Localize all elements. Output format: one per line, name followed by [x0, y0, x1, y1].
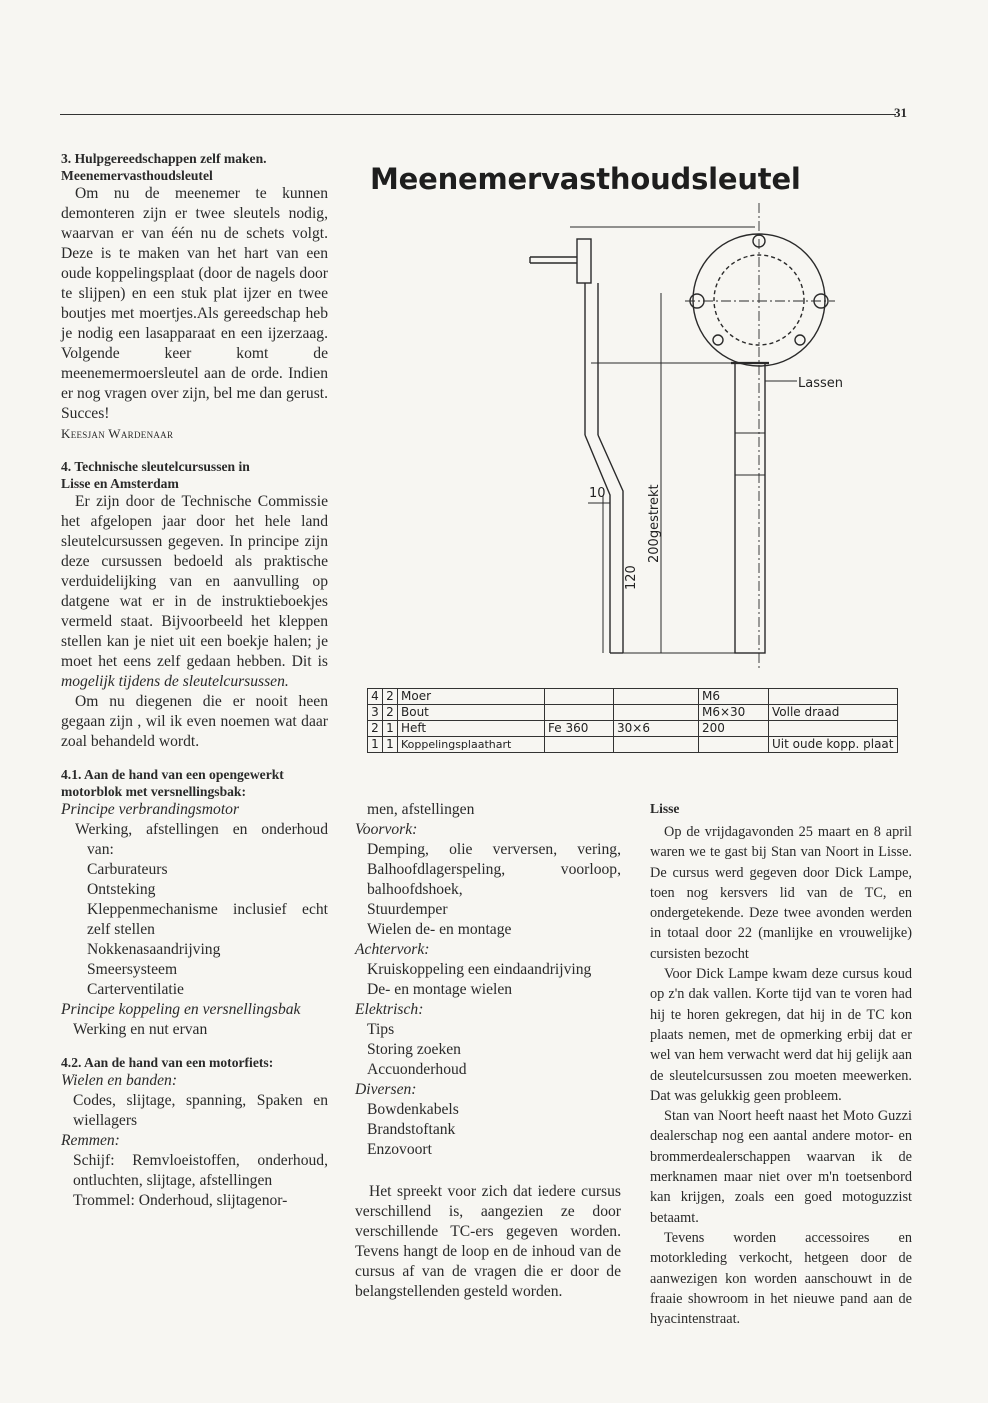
heading-lisse: Lisse: [650, 801, 680, 816]
achtervork-text: Kruiskoppeling een eindaandrijving: [367, 961, 592, 978]
column-left: [61, 150, 328, 1211]
subheading-brakes: Remmen:: [61, 1132, 120, 1149]
brakes-disc-text: Schijf: Remvloeistoffen, onderhoud, ontluchten, slijtage, afstellingen: [73, 1152, 328, 1189]
heading-section-3: 3. Hulpgereedschappen zelf maken. Meenemervasthoudsleutel: [61, 151, 267, 183]
paragraph-lisse-1: Op de vrijdagavonden 25 maart en 8 april waren we te gast bij Stan van Noort in Lisse. De cursus werd gegeven door Dick Lampe, toen nog kersvers lid van de TC, en ondergetekende. Deze twee avonden werden in totaal door 22 (manlijke en vrouwelijke) cursisten bezocht: [650, 824, 912, 962]
subheading-diversen: Diversen:: [355, 1081, 417, 1098]
dim-200-label: 200gestrekt: [647, 484, 662, 563]
clutch-text: Werking en nut ervan: [73, 1021, 208, 1038]
subheading-wheels: Wielen en banden:: [61, 1072, 178, 1089]
list-item: Wielen de- en montage: [367, 921, 512, 938]
wheels-text: Codes, slijtage, spanning, Spaken en wiellagers: [73, 1092, 328, 1129]
author-name: Keesjan Wardenaar: [61, 426, 174, 441]
subheading-voorvork: Voorvork:: [355, 821, 418, 838]
heading-section-4-1: 4.1. Aan de hand van een opengewerkt motorblok met versnellingsbak:: [61, 767, 284, 799]
motor-list: [61, 860, 328, 1000]
list-item: De- en montage wielen: [367, 981, 513, 998]
motor-text: Werking, afstellingen en onderhoud van:: [75, 821, 328, 858]
list-item: Nokkenasaandrijving: [87, 941, 221, 958]
paragraph-intro: Om nu de meenemer te kunnen demonteren zijn er twee sleutels nodig, waarvan er van één nu de schets volgt. Deze is te maken van het hart van een oude koppelingsplaat (door de nagels door te slijpen) en een stuk plat ijzer en twee boutjes met moertjes.Als gereedschap heb je nodig een lasapparaat en een ijzerzaag. Volgende keer komt de meenemermoersleutel aan de orde. Indien er nog vragen over zijn, bel me dan gerust. Succes!: [61, 185, 328, 422]
label-lassen: Lassen: [798, 376, 843, 391]
table-row: 3 2 Bout M6×30 Volle draad: [368, 705, 898, 721]
parts-table: [367, 688, 898, 753]
paragraph-lisse-3: Stan van Noort heeft naast het Moto Guzzi dealerschap nog een aantal andere motor- en brommerdealerschappen waarvan ik de merknamen maar niet over m'n toetsenbord kan krijgen, zoals een goed motoguzzist betaamt.: [650, 1108, 912, 1226]
heading-section-4: 4. Technische sleutelcursussen in Lisse en Amsterdam: [61, 459, 250, 491]
brakes-drum-text: Trommel: Onderhoud, slijtagenor-: [73, 1192, 288, 1209]
list-item: Bowdenkabels: [367, 1101, 459, 1118]
paragraph-courses: Er zijn door de Technische Commissie het afgelopen jaar door het hele land sleutelcursussen gegeven. In principe zijn deze cursussen bedoeld als praktische verduidelijking van en aanvulling op datgene wat er in de instruktieboekjes vermeld staat. Bijvoorbeeld het kleppen stellen kan je niet uit een boekje halen; je moet het eens zelf gedaan hebben. Dit is mogelijk tijdens de sleutelcursussen.: [61, 493, 328, 690]
paragraph-overview: Om nu diegenen die er nooit heen gegaan zijn , wil ik even noemen wat daar zoal behandeld wordt.: [61, 693, 328, 750]
subheading-elektrisch: Elektrisch:: [355, 1001, 424, 1018]
list-item: Storing zoeken: [367, 1041, 461, 1058]
header-rule: [60, 114, 896, 115]
continued-text: men, afstellingen: [367, 801, 475, 818]
figure-title: Meenemervasthoudsleutel: [370, 162, 801, 196]
list-item: Accuonderhoud: [367, 1061, 467, 1078]
list-item: Carterventilatie: [87, 981, 184, 998]
column-middle: [355, 800, 621, 1302]
list-item: Carburateurs: [87, 861, 168, 878]
list-item: Brandstoftank: [367, 1121, 456, 1138]
list-item: Kleppenmechanisme inclusief echt zelf stellen: [87, 901, 328, 938]
list-item: Tips: [367, 1021, 395, 1038]
bolt-head: [577, 239, 591, 283]
dim-10-label: 10: [589, 486, 606, 501]
subheading-clutch: Principe koppeling en versnellingsbak: [61, 1001, 301, 1018]
subheading-achtervork: Achtervork:: [355, 941, 430, 958]
technical-drawing: [355, 195, 945, 685]
list-item: Smeersysteem: [87, 961, 178, 978]
table-row: 1 1 Koppelingsplaathart Uit oude kopp. plaat: [368, 737, 898, 753]
paragraph-closing: Het spreekt voor zich dat iedere cursus verschillend is, aangezien ze door verschillende TC-ers gegeven worden. Tevens hangt de loop en de inhoud van de cursus af van de vragen die er door de belangstellenden gesteld worden.: [355, 1183, 621, 1300]
paragraph-lisse-2: Voor Dick Lampe kwam deze cursus koud op z'n dak vallen. Korte tijd van te voren had hij te horen gekregen, dat hij in de TC kon plaats nemen, met de opmerking erbij dat er wel van hem verwacht werd dat hij gelijk aan de sleutelcursussen zou moeten meewerken. Dat was gelukkig geen probleem.: [650, 966, 912, 1104]
paragraph-lisse-4: Tevens worden accessoires en motorkleding verkocht, hetgeen door de aanwezigen kon worden aanschouwt in de fraaie showroom in het nieuwe pand aan de hyacintenstraat.: [650, 1229, 912, 1328]
list-item: Enzovoort: [367, 1141, 432, 1158]
list-item: Ontsteking: [87, 881, 156, 898]
page-number: 31: [894, 105, 907, 120]
column-right: [650, 800, 912, 1329]
table-row: 2 1 Heft Fe 360 30×6 200: [368, 721, 898, 737]
table-row: 4 2 Moer M6: [368, 689, 898, 705]
handle-bar: [735, 363, 765, 653]
subheading-motor: Principe verbrandingsmotor: [61, 801, 240, 818]
heading-section-4-2: 4.2. Aan de hand van een motorfiets:: [61, 1055, 274, 1070]
dim-120-label: 120: [624, 565, 639, 590]
voorvork-text: Demping, olie verversen, vering, Balhoofdlagerspeling, voorloop, balhoofdshoek,: [367, 841, 621, 898]
list-item: Stuurdemper: [367, 901, 448, 918]
